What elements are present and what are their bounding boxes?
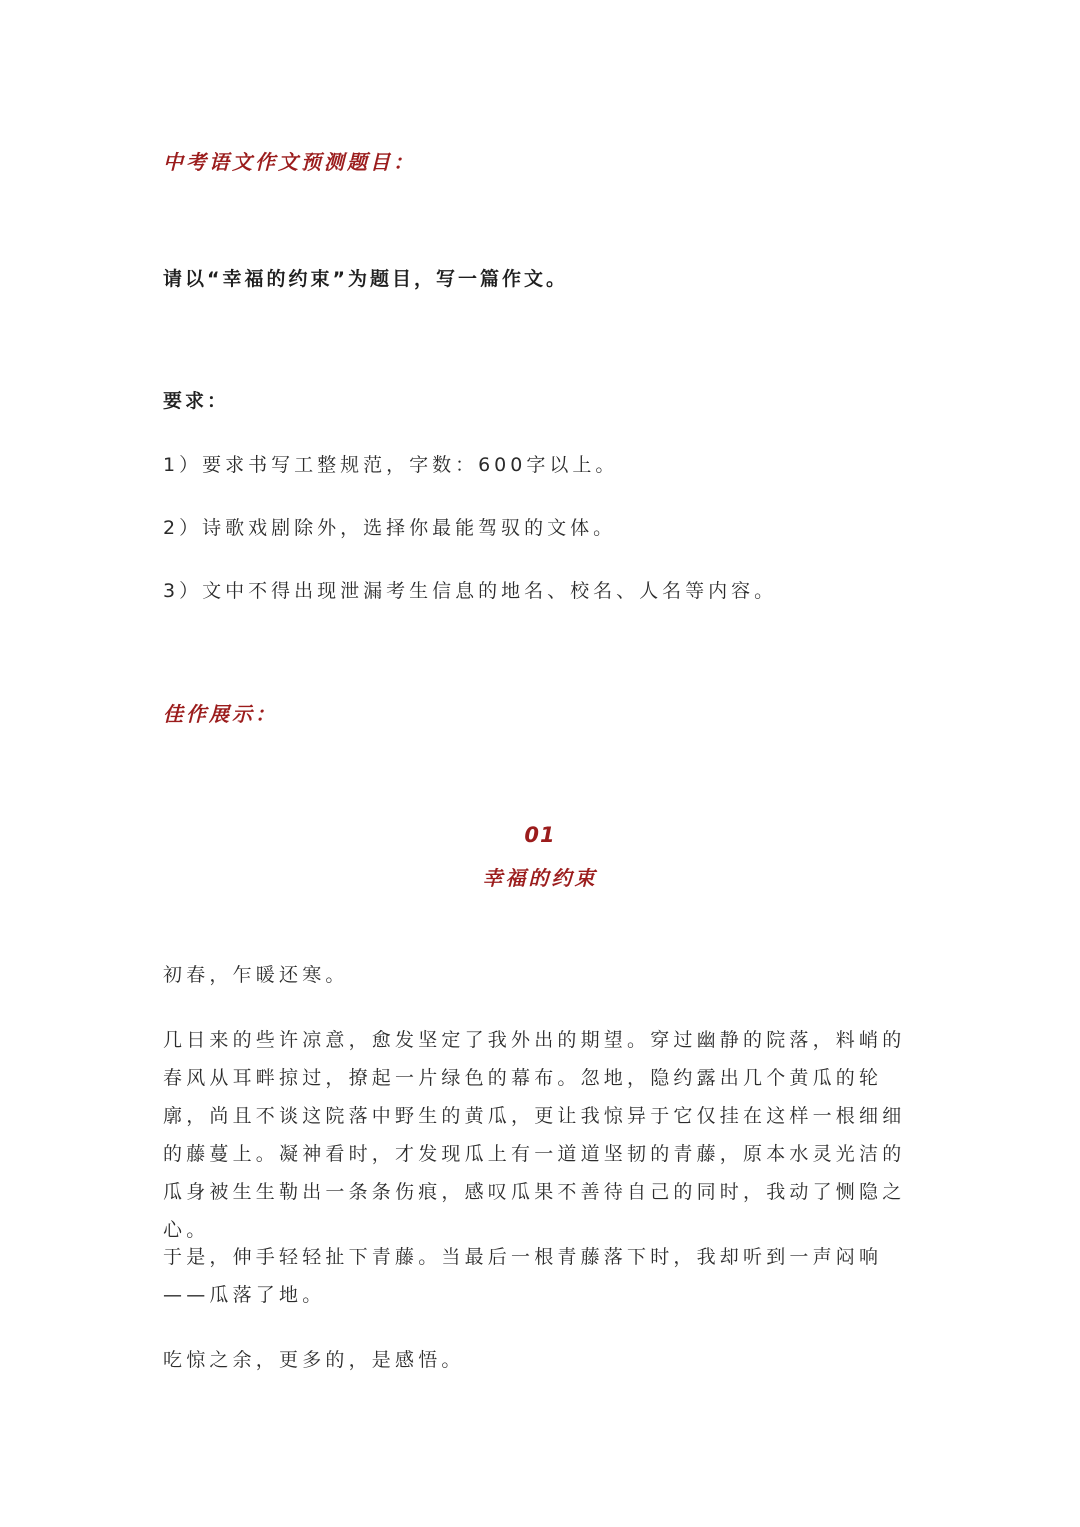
essay-number: 01 [524,823,556,847]
essay-prompt: 请以“幸福的约束”为题目，写一篇作文。 [163,268,568,290]
essay-paragraph-2: 几日来的些许凉意，愈发坚定了我外出的期望。穿过幽静的院落，料峭的春风从耳畔掠过，撩起一片绿色的幕布。忽地，隐约露出几个黄瓜的轮廓，尚且不谈这院落中野生的黄瓜，更让我惊异于它仅挂在这样一根细细的藤蔓上。凝神看时，才发现瓜上有一道道坚韧的青藤，原本水灵光洁的瓜身被生生勒出一条条伤痕，感叹瓜果不善待自己的同时，我动了恻隐之心。 [163,1029,906,1241]
prediction-heading: 中考语文作文预测题目： [163,150,416,174]
requirement-item-3: 3）文中不得出现泄漏考生信息的地名、校名、人名等内容。 [163,580,778,602]
essay-title: 幸福的约束 [482,866,598,890]
essay-paragraph-3: 于是，伸手轻轻扯下青藤。当最后一根青藤落下时，我却听到一声闷响——瓜落了地。 [163,1246,883,1306]
requirement-item-1: 1）要求书写工整规范，字数：600字以上。 [163,454,619,476]
requirements-label: 要求： [163,390,230,412]
showcase-heading: 佳作展示： [163,702,278,726]
requirement-item-2: 2）诗歌戏剧除外，选择你最能驾驭的文体。 [163,517,617,539]
essay-paragraph-4: 吃惊之余，更多的，是感悟。 [163,1349,465,1371]
essay-paragraph-1: 初春，乍暖还寒。 [163,964,349,986]
